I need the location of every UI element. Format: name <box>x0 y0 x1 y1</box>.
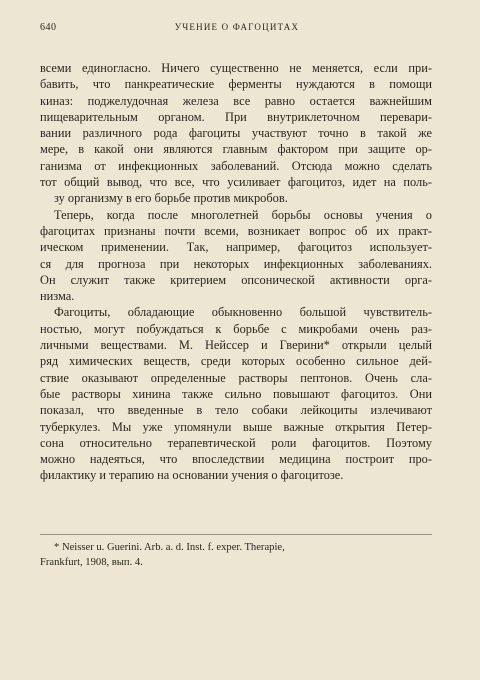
text-line: туберкулез. Мы уже упомянули выше важные открытия Петер- <box>40 419 432 434</box>
text-line: ическом применении. Так, например, фагоцитоз использует- <box>40 240 432 255</box>
paragraph-first-line: Теперь, когда после многолетней борьбы основы учения о <box>54 207 432 222</box>
footnote-divider <box>40 534 432 535</box>
text-line: сона относительно терапевтической роли фагоцитов. Поэтому <box>40 435 432 450</box>
text-line: зу организму в его борьбе против микробов. <box>54 191 288 206</box>
text-line: тот общий вывод, что все, что усиливает фагоцитоз, идет на поль- <box>40 175 432 190</box>
text-line: филактику и терапию на основании учения о фагоцитозе. <box>40 468 344 483</box>
text-line: низма. <box>40 289 75 304</box>
running-title: УЧЕНИЕ О ФАГОЦИТАХ <box>174 22 300 32</box>
text-line: можно надеяться, что впоследствии медицина построит про- <box>40 452 432 467</box>
text-line: ностью, могут побуждаться к борьбе с микробами очень раз- <box>40 321 432 336</box>
text-line: пищеварительным органом. При внутриклеточном перевари- <box>40 109 432 124</box>
text-line: личными веществами. М. Нейссер и Гверини* открыли целый <box>40 338 432 353</box>
text-line: всеми единогласно. Ничего существенно не меняется, если при- <box>40 61 432 75</box>
text-line: Он служит также критерием опсонической активности орга- <box>40 272 432 287</box>
text-line: фагоцитах признаны почти всеми, возникает вопрос об их практ- <box>40 223 432 238</box>
page-header <box>40 22 434 38</box>
text-line: показал, что введенные в тело собаки лейкоциты излечивают <box>40 403 432 418</box>
footnote-line: * Neisser u. Guerini. Arb. a. d. Inst. f. exper. Therapie, <box>54 542 285 553</box>
text-line: ганизма от инфекционных заболеваний. Отсюда можно сделать <box>40 158 432 173</box>
text-line: ряд химических веществ, среди которых особенно сильное дей- <box>40 354 432 369</box>
footnote <box>40 541 432 570</box>
page-number: 640 <box>40 22 57 33</box>
text-line: ствие оказывают определенные растворы пептонов. Очень сла- <box>40 370 432 385</box>
paragraph-first-line: Фагоциты, обладающие обыкновенно большой чувствитель- <box>54 305 432 320</box>
text-line: бые растворы хинина также сильно повышают фагоцитоз. Они <box>40 386 432 401</box>
footnote-line: Frankfurt, 1908, вып. 4. <box>40 556 143 568</box>
body-text <box>40 60 432 484</box>
text-line: киназ: поджелудочная железа все равно остается важнейшим <box>40 93 432 108</box>
text-line: вании различного рода фагоциты участвуют точно в такой же <box>40 126 432 141</box>
text-line: мере, в какой они являются главным фактором при защите ор- <box>40 142 432 157</box>
text-line: бавить, что панкреатические ферменты нуждаются в помощи <box>40 77 432 92</box>
text-line: ся для прогноза при некоторых инфекционных заболеваниях. <box>40 256 432 271</box>
